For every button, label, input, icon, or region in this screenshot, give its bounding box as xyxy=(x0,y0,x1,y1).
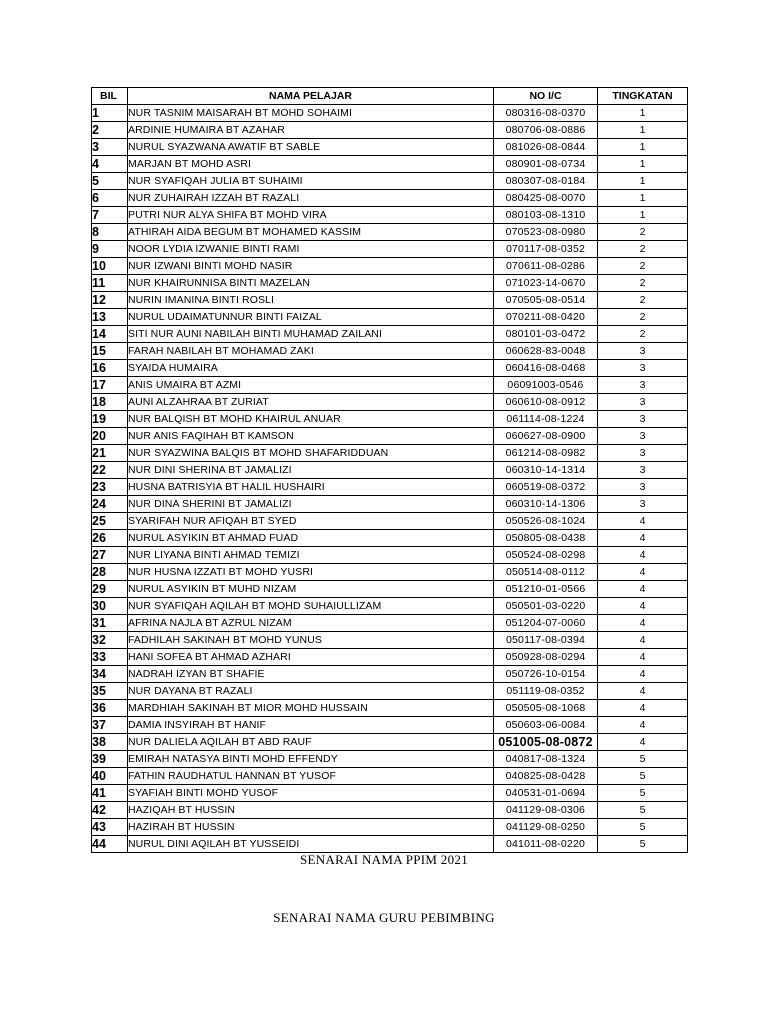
student-name: ANIS UMAIRA BT AZMI xyxy=(128,377,494,394)
table-row xyxy=(92,564,688,581)
table-row xyxy=(92,275,688,292)
ic-number: 040531-01-0694 xyxy=(494,785,598,802)
table-row xyxy=(92,122,688,139)
student-name: HANI SOFEA BT AHMAD AZHARI xyxy=(128,649,494,666)
ic-number: 050805-08-0438 xyxy=(494,530,598,547)
form-level: 3 xyxy=(598,343,688,360)
form-level: 4 xyxy=(598,564,688,581)
ic-number: 080101-03-0472 xyxy=(494,326,598,343)
table-row xyxy=(92,139,688,156)
row-number: 42 xyxy=(92,802,128,819)
row-number: 27 xyxy=(92,547,128,564)
table-row xyxy=(92,156,688,173)
form-level: 3 xyxy=(598,479,688,496)
form-level: 4 xyxy=(598,581,688,598)
table-row xyxy=(92,326,688,343)
student-name: NUR SYAFIQAH JULIA BT SUHAIMI xyxy=(128,173,494,190)
student-name: DAMIA INSYIRAH BT HANIF xyxy=(128,717,494,734)
table-body xyxy=(92,105,688,853)
ic-number: 050501-03-0220 xyxy=(494,598,598,615)
table-row xyxy=(92,207,688,224)
header-name: NAMA PELAJAR xyxy=(128,88,494,105)
ic-number: 050505-08-1068 xyxy=(494,700,598,717)
row-number: 4 xyxy=(92,156,128,173)
ic-number: 071023-14-0670 xyxy=(494,275,598,292)
row-number: 16 xyxy=(92,360,128,377)
table-row xyxy=(92,445,688,462)
student-list-table xyxy=(91,87,688,853)
student-name: NOOR LYDIA IZWANIE BINTI RAMI xyxy=(128,241,494,258)
table-row xyxy=(92,683,688,700)
form-level: 3 xyxy=(598,445,688,462)
form-level: 4 xyxy=(598,513,688,530)
form-level: 2 xyxy=(598,292,688,309)
ic-number: 060610-08-0912 xyxy=(494,394,598,411)
table-row xyxy=(92,513,688,530)
row-number: 13 xyxy=(92,309,128,326)
row-number: 19 xyxy=(92,411,128,428)
ic-number: 051119-08-0352 xyxy=(494,683,598,700)
ic-number: 070611-08-0286 xyxy=(494,258,598,275)
table-row xyxy=(92,309,688,326)
ic-number: 070117-08-0352 xyxy=(494,241,598,258)
student-name: NUR IZWANI BINTI MOHD NASIR xyxy=(128,258,494,275)
form-level: 4 xyxy=(598,598,688,615)
row-number: 9 xyxy=(92,241,128,258)
table-row xyxy=(92,751,688,768)
ic-number: 050117-08-0394 xyxy=(494,632,598,649)
student-name: NUR DINI SHERINA BT JAMALIZI xyxy=(128,462,494,479)
student-name: NURUL UDAIMATUNNUR BINTI FAIZAL xyxy=(128,309,494,326)
student-name: NUR ZUHAIRAH IZZAH BT RAZALI xyxy=(128,190,494,207)
row-number: 26 xyxy=(92,530,128,547)
form-level: 4 xyxy=(598,717,688,734)
row-number: 14 xyxy=(92,326,128,343)
row-number: 38 xyxy=(92,734,128,751)
row-number: 11 xyxy=(92,275,128,292)
form-level: 3 xyxy=(598,428,688,445)
form-level: 3 xyxy=(598,394,688,411)
table-row xyxy=(92,700,688,717)
row-number: 34 xyxy=(92,666,128,683)
ic-number: 080307-08-0184 xyxy=(494,173,598,190)
table-row xyxy=(92,615,688,632)
student-name: NUR DAYANA BT RAZALI xyxy=(128,683,494,700)
table-row xyxy=(92,292,688,309)
form-level: 4 xyxy=(598,700,688,717)
form-level: 5 xyxy=(598,751,688,768)
form-level: 1 xyxy=(598,105,688,122)
student-name: NURUL DINI AQILAH BT YUSSEIDI xyxy=(128,836,494,853)
student-name: NUR KHAIRUNNISA BINTI MAZELAN xyxy=(128,275,494,292)
table-row xyxy=(92,377,688,394)
table-row xyxy=(92,717,688,734)
ic-number: 080103-08-1310 xyxy=(494,207,598,224)
row-number: 28 xyxy=(92,564,128,581)
ic-number: 060310-14-1306 xyxy=(494,496,598,513)
ic-number: 060416-08-0468 xyxy=(494,360,598,377)
student-name: NUR TASNIM MAISARAH BT MOHD SOHAIMI xyxy=(128,105,494,122)
table-row xyxy=(92,802,688,819)
student-name: SYARIFAH NUR AFIQAH BT SYED xyxy=(128,513,494,530)
row-number: 37 xyxy=(92,717,128,734)
ic-number: 070505-08-0514 xyxy=(494,292,598,309)
row-number: 30 xyxy=(92,598,128,615)
ic-number: 070211-08-0420 xyxy=(494,309,598,326)
form-level: 4 xyxy=(598,649,688,666)
form-level: 2 xyxy=(598,326,688,343)
student-name: ARDINIE HUMAIRA BT AZAHAR xyxy=(128,122,494,139)
student-name: NUR SYAZWINA BALQIS BT MOHD SHAFARIDDUAN xyxy=(128,445,494,462)
ic-number: 041011-08-0220 xyxy=(494,836,598,853)
row-number: 25 xyxy=(92,513,128,530)
row-number: 39 xyxy=(92,751,128,768)
student-name: NUR ANIS FAQIHAH BT KAMSON xyxy=(128,428,494,445)
ic-number: 060627-08-0900 xyxy=(494,428,598,445)
table-row xyxy=(92,836,688,853)
row-number: 21 xyxy=(92,445,128,462)
row-number: 24 xyxy=(92,496,128,513)
row-number: 17 xyxy=(92,377,128,394)
table-row xyxy=(92,343,688,360)
table-row xyxy=(92,768,688,785)
form-level: 5 xyxy=(598,819,688,836)
student-name: MARJAN BT MOHD ASRI xyxy=(128,156,494,173)
ic-number: 050524-08-0298 xyxy=(494,547,598,564)
form-level: 5 xyxy=(598,836,688,853)
row-number: 43 xyxy=(92,819,128,836)
ic-number: 051204-07-0060 xyxy=(494,615,598,632)
ic-number: 070523-08-0980 xyxy=(494,224,598,241)
form-level: 1 xyxy=(598,122,688,139)
student-name: NUR HUSNA IZZATI BT MOHD YUSRI xyxy=(128,564,494,581)
table-row xyxy=(92,105,688,122)
ic-number: 081026-08-0844 xyxy=(494,139,598,156)
row-number: 6 xyxy=(92,190,128,207)
form-level: 3 xyxy=(598,411,688,428)
form-level: 4 xyxy=(598,734,688,751)
form-level: 4 xyxy=(598,666,688,683)
student-name: EMIRAH NATASYA BINTI MOHD EFFENDY xyxy=(128,751,494,768)
row-number: 20 xyxy=(92,428,128,445)
table-row xyxy=(92,819,688,836)
row-number: 31 xyxy=(92,615,128,632)
table-row xyxy=(92,632,688,649)
student-name: FATHIN RAUDHATUL HANNAN BT YUSOF xyxy=(128,768,494,785)
ic-number: 06091003-0546 xyxy=(494,377,598,394)
form-level: 5 xyxy=(598,802,688,819)
row-number: 29 xyxy=(92,581,128,598)
student-name: SITI NUR AUNI NABILAH BINTI MUHAMAD ZAILANI xyxy=(128,326,494,343)
teacher-list-title: SENARAI NAMA GURU PEBIMBING xyxy=(273,910,495,925)
ic-number: 060519-08-0372 xyxy=(494,479,598,496)
row-number: 23 xyxy=(92,479,128,496)
table-row xyxy=(92,666,688,683)
student-name: NUR DINA SHERINI BT JAMALIZI xyxy=(128,496,494,513)
form-level: 1 xyxy=(598,139,688,156)
row-number: 41 xyxy=(92,785,128,802)
list-title: SENARAI NAMA PPIM 2021 xyxy=(299,852,469,867)
table-row xyxy=(92,394,688,411)
ic-number: 041129-08-0306 xyxy=(494,802,598,819)
header-bil: BIL xyxy=(92,88,128,105)
table-row xyxy=(92,360,688,377)
form-level: 5 xyxy=(598,785,688,802)
table-row xyxy=(92,479,688,496)
ic-number: 040817-08-1324 xyxy=(494,751,598,768)
table-row xyxy=(92,428,688,445)
ic-number: 061214-08-0982 xyxy=(494,445,598,462)
student-name: AFRINA NAJLA BT AZRUL NIZAM xyxy=(128,615,494,632)
table-row xyxy=(92,496,688,513)
form-level: 2 xyxy=(598,241,688,258)
student-name: NURIN IMANINA BINTI ROSLI xyxy=(128,292,494,309)
ic-number: 050726-10-0154 xyxy=(494,666,598,683)
form-level: 2 xyxy=(598,258,688,275)
table-row xyxy=(92,411,688,428)
table-row xyxy=(92,581,688,598)
form-level: 5 xyxy=(598,768,688,785)
ic-number: 061114-08-1224 xyxy=(494,411,598,428)
row-number: 10 xyxy=(92,258,128,275)
row-number: 8 xyxy=(92,224,128,241)
ic-number: 050603-06-0084 xyxy=(494,717,598,734)
form-level: 4 xyxy=(598,683,688,700)
student-name: NURUL SYAZWANA AWATIF BT SABLE xyxy=(128,139,494,156)
ic-number: 040825-08-0428 xyxy=(494,768,598,785)
student-name: NUR BALQISH BT MOHD KHAIRUL ANUAR xyxy=(128,411,494,428)
table-row xyxy=(92,785,688,802)
table-row xyxy=(92,598,688,615)
form-level: 2 xyxy=(598,309,688,326)
ic-number: 051005-08-0872 xyxy=(494,734,598,751)
student-name: SYAIDA HUMAIRA xyxy=(128,360,494,377)
student-name: HAZIRAH BT HUSSIN xyxy=(128,819,494,836)
ic-number: 050514-08-0112 xyxy=(494,564,598,581)
row-number: 22 xyxy=(92,462,128,479)
student-name: HUSNA BATRISYIA BT HALIL HUSHAIRI xyxy=(128,479,494,496)
form-level: 4 xyxy=(598,632,688,649)
row-number: 15 xyxy=(92,343,128,360)
student-name: NADRAH IZYAN BT SHAFIE xyxy=(128,666,494,683)
ic-number: 080901-08-0734 xyxy=(494,156,598,173)
student-name: NURUL ASYIKIN BT AHMAD FUAD xyxy=(128,530,494,547)
ic-number: 050928-08-0294 xyxy=(494,649,598,666)
table-row xyxy=(92,530,688,547)
form-level: 1 xyxy=(598,173,688,190)
table-row xyxy=(92,734,688,751)
student-name: NUR DALIELA AQILAH BT ABD RAUF xyxy=(128,734,494,751)
row-number: 12 xyxy=(92,292,128,309)
row-number: 1 xyxy=(92,105,128,122)
table-row xyxy=(92,258,688,275)
form-level: 3 xyxy=(598,360,688,377)
student-name: HAZIQAH BT HUSSIN xyxy=(128,802,494,819)
form-level: 2 xyxy=(598,275,688,292)
row-number: 33 xyxy=(92,649,128,666)
row-number: 5 xyxy=(92,173,128,190)
ic-number: 080316-08-0370 xyxy=(494,105,598,122)
form-level: 1 xyxy=(598,156,688,173)
row-number: 7 xyxy=(92,207,128,224)
row-number: 18 xyxy=(92,394,128,411)
student-name: AUNI ALZAHRAA BT ZURIAT xyxy=(128,394,494,411)
student-name: SYAFIAH BINTI MOHD YUSOF xyxy=(128,785,494,802)
form-level: 3 xyxy=(598,377,688,394)
form-level: 4 xyxy=(598,615,688,632)
header-ic: NO I/C xyxy=(494,88,598,105)
form-level: 1 xyxy=(598,207,688,224)
row-number: 36 xyxy=(92,700,128,717)
header-form: TINGKATAN xyxy=(598,88,688,105)
table-row xyxy=(92,241,688,258)
row-number: 32 xyxy=(92,632,128,649)
ic-number: 080425-08-0070 xyxy=(494,190,598,207)
form-level: 3 xyxy=(598,496,688,513)
row-number: 35 xyxy=(92,683,128,700)
student-name: NUR SYAFIQAH AQILAH BT MOHD SUHAIULLIZAM xyxy=(128,598,494,615)
table-row xyxy=(92,224,688,241)
table-row xyxy=(92,190,688,207)
form-level: 1 xyxy=(598,190,688,207)
student-name: ATHIRAH AIDA BEGUM BT MOHAMED KASSIM xyxy=(128,224,494,241)
ic-number: 051210-01-0566 xyxy=(494,581,598,598)
student-name: MARDHIAH SAKINAH BT MIOR MOHD HUSSAIN xyxy=(128,700,494,717)
student-name: FADHILAH SAKINAH BT MOHD YUNUS xyxy=(128,632,494,649)
row-number: 3 xyxy=(92,139,128,156)
table-row xyxy=(92,547,688,564)
row-number: 2 xyxy=(92,122,128,139)
table-row xyxy=(92,462,688,479)
student-name: NURUL ASYIKIN BT MUHD NIZAM xyxy=(128,581,494,598)
form-level: 4 xyxy=(598,530,688,547)
student-name: FARAH NABILAH BT MOHAMAD ZAKI xyxy=(128,343,494,360)
row-number: 44 xyxy=(92,836,128,853)
table-header-row xyxy=(92,88,688,105)
row-number: 40 xyxy=(92,768,128,785)
ic-number: 041129-08-0250 xyxy=(494,819,598,836)
ic-number: 080706-08-0886 xyxy=(494,122,598,139)
ic-number: 060310-14-1314 xyxy=(494,462,598,479)
ic-number: 050526-08-1024 xyxy=(494,513,598,530)
form-level: 4 xyxy=(598,547,688,564)
ic-number: 060628-83-0048 xyxy=(494,343,598,360)
student-name: PUTRI NUR ALYA SHIFA BT MOHD VIRA xyxy=(128,207,494,224)
form-level: 2 xyxy=(598,224,688,241)
table-row xyxy=(92,649,688,666)
student-name: NUR LIYANA BINTI AHMAD TEMIZI xyxy=(128,547,494,564)
form-level: 3 xyxy=(598,462,688,479)
table-row xyxy=(92,173,688,190)
